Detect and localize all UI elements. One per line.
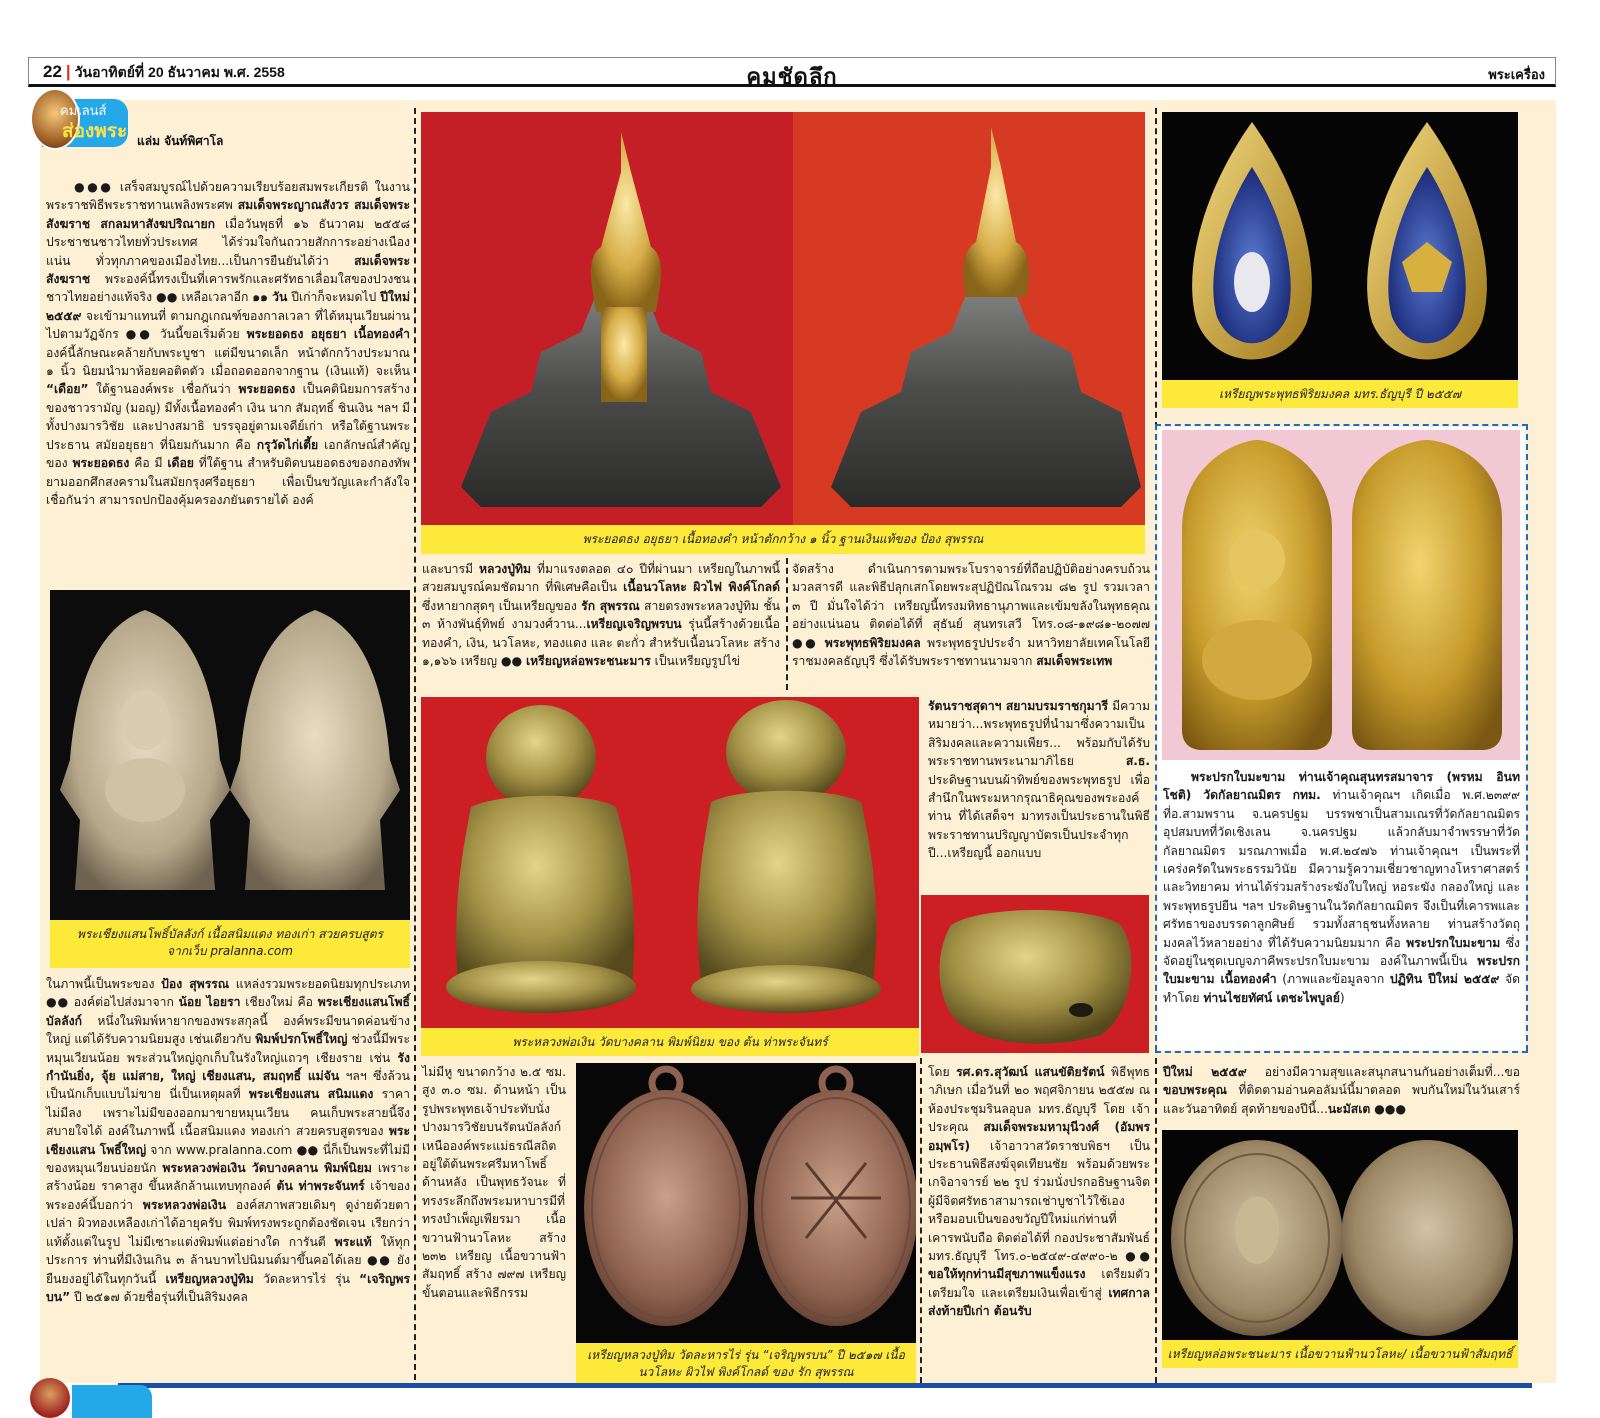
bold-text: ปีใหม่ ๒๕๕๙	[1163, 1065, 1247, 1079]
box-border-right	[1526, 424, 1528, 1051]
bold-text: นะมัสเต	[1327, 1101, 1371, 1116]
footer-rule	[118, 1383, 1532, 1388]
bold-text: ปฏิทิน ปีใหม่ ๒๕๕๙	[1389, 972, 1500, 987]
bold-text: พระเชียงแสน โพธิ์ใหญ่	[46, 1124, 410, 1157]
article-col1-bottom: ในภาพนี้เป็นพระของ ป้อง สุพรรณ แหล่งรวมพระยอดนิยมทุกประเภท ●● องค์ต่อไปส่งมาจาก น้อย ไอยรา เชียงใหม่ คือ พระเชียงแสนโพธิ์บัลลังก์ หนึ่งในพิมพ์หายากของพระสกุลนี้ องค์พระมีขนาดค่อนข้างใหญ่ แต่ได้รับความนิยมสูง เช่นเดียวกับ พิมพ์ปรกโพธิ์ใหญ่ ช่วงนี้มีพระหมุนเวียนน้อย พระส่วนใหญ่ถูกเก็บในรังใหญ่แถวๆ เชียงราย เช่น รังกำนันยิ่ง, จุ้ย แม่สาย, ใหญ่ เชียงแสน, สมฤทธิ์ แม่จัน ฯลฯ ซึ่งล้วนเป็นนักเก็บแบบไม่ขาย นี่เป็นเหตุผลที่ พระเชียงแสน สนิมแดง ราคาไม่มีลง เพราะไม่มีของออกมาขายหมุนเวียน คนเก็บพระสายนี้จึงสบายใจได้ องค์ในภาพนี้ เนื้อสนิมแดง ทองเก่า สวยครบสูตรของ พระเชียงแสน โพธิ์ใหญ่ จาก www.pralanna.com ●● นี่ก็เป็นพระที่ไม่มีของหมุนเวียนบ่อยนัก พระหลวงพ่อเงิน วัดบางคลาน พิมพ์นิยม เพราะสร้างน้อย ราคาสูง ขึ้นหลักล้านแทบทุกองค์ ต้น ท่าพระจันทร์ เจ้าของพระองค์นี้บอกว่า พระหลวงพ่อเงิน องค์สภาพสวยเดิมๆ ดูง่ายด้วยตาเปล่า ผิวทองเหลืองเก่าได้อายุครับ พิมพ์ทรงพระถูกต้องชัดเจน เรียกว่าแท้ตั้งแต่ในรูป ไม่มีเซาะแต่งพิมพ์แต่อย่างใด การันตี พระแท้ ให้ทุกประการ ท่านที่มีเงินเกิน ๓ ล้านบาทไปนิมนต์มาขึ้นคอได้เลย ●● ยังยืนยงอยู่ได้ในทุกวันนี้ เหรียญหลวงปู่ทิม วัดละหารไร่ รุ่น “เจริญพรบน” ปี ๒๕๑๗ ด้วยชื่อรุ่นที่เป็นสิริมงคล	[46, 977, 411, 1304]
bold-text: พระแท้	[334, 1234, 372, 1249]
bold-text: รังกำนันยิ่ง, จุ้ย แม่สาย, ใหญ่ เชียงแสน, สมฤทธิ์ แม่จัน	[46, 1050, 410, 1084]
bold-text: พระปรกใบมะขาม เนื้อทองคำ	[1163, 954, 1520, 987]
bold-text: ขอบพระคุณ	[1163, 1083, 1227, 1098]
bold-text: เหรียญหลวงปู่ทิม	[165, 1271, 254, 1286]
bold-text: สมเด็จพระเทพ	[1036, 654, 1113, 669]
bold-text: ป้อง สุพรรณ	[161, 977, 230, 991]
separator: |	[65, 62, 71, 81]
bold-text: รัก สุพรรณ	[581, 598, 640, 613]
column-rule	[414, 108, 416, 1380]
bold-text: พระปรกใบมะขาม ท่านเจ้าคุณสุนทรสมาจาร (พรหม อินทโชติ) วัดกัลยาณมิตร กทม.	[1163, 770, 1520, 803]
box-border-bottom	[1155, 1051, 1528, 1053]
amulet-luangpoengern-icon	[421, 697, 919, 1028]
amulet-yodthong-icon	[421, 112, 1145, 525]
amulet-oval-icon	[921, 895, 1149, 1053]
bold-text: “เจริญพรบน”	[46, 1271, 410, 1304]
amulet-pendant-icon	[1162, 112, 1518, 380]
section-name: พระเครื่อง	[1488, 67, 1545, 82]
caption-chiangsaen: พระเชียงแสนโพธิ์บัลลังก์ เนื้อสนิมแดง ทองเก่า สวยครบสูตร จากเว็บ pralanna.com	[50, 920, 410, 968]
amulet-prokbaimakham-icon	[1162, 430, 1520, 760]
bold-text: สมเด็จพระมหามุนีวงศ์ (อัมพร อมฺพโร)	[928, 1120, 1150, 1153]
bold-text: สมเด็จพระสังฆราช	[46, 253, 410, 287]
caption-chanamarn: เหรียญหล่อพระชนะมาร เนื้อขวานฟ้านวโลหะ/ เนื้อขวานฟ้าสัมฤทธิ์	[1162, 1340, 1518, 1368]
bold-text: ต้น ท่าพระจันทร์	[276, 1179, 365, 1194]
photo-prokbaimakham	[1162, 430, 1520, 760]
caption-yodthong: พระยอดธง อยุธยา เนื้อทองคำ หน้าตักกว้าง ๑ นิ้ว ฐานเงินแท้ของ ป้อง สุพรรณ	[421, 525, 1145, 554]
bold-text: พระเชียงแสน สนิมแดง	[248, 1087, 374, 1102]
bold-text: เทศกาลส่งท้ายปีเก่า ต้อนรับ	[928, 1285, 1150, 1319]
photo-luangpoengern	[421, 697, 919, 1028]
column-rule	[1155, 1058, 1157, 1383]
column-rule	[786, 558, 788, 690]
article-col3-mid: จัดสร้าง ดำเนินการตามพระโบราจารย์ที่ถือปฏิบัติอย่างครบถ้วน มวลสารดี และพิธีปลุกเสกโดยพระสุปฏิปัณโณรวม ๘๒ รูป รวมเวลา ๓ ปี มั่นใจได้ว่า เหรียญนี้ทรงมหิทธานุภาพและเข้มขลังในพุทธคุณอย่างแน่นอน ติดต่อได้ที่ สุธันย์ สุนทรเสวี โทร.๐๘-๑๙๘๑-๒๐๗๗ ●● พระพุทธพิริยมงคล พระพุทธรูปประจำ มหาวิทยาลัยเทคโนโลยีราชมงคลธัญบุรี ซึ่งได้รับพระราชทานนามจาก สมเด็จพระเทพ	[792, 562, 1150, 669]
bold-text: พระหลวงพ่อเงิน	[142, 1197, 227, 1212]
newspaper-title: คมชัดลึก	[746, 64, 838, 89]
column-rule	[920, 1058, 922, 1383]
next-column-logo-icon	[30, 1378, 70, 1418]
caption-luangpoengern: พระหลวงพ่อเงิน วัดบางคลาน พิมพ์นิยม ของ ต้น ท่าพระจันทร์	[421, 1028, 919, 1056]
next-column-tab	[72, 1385, 152, 1418]
bold-text: เนื้อนวโลหะ ผิวไฟ พิงค์โกลด์	[623, 580, 780, 595]
bold-text: พระหลวงพ่อเงิน วัดบางคลาน พิมพ์นิยม	[162, 1161, 372, 1176]
issue-date: วันอาทิตย์ที่ 20 ธันวาคม พ.ศ. 2558	[74, 64, 285, 80]
photo-yodthong	[421, 112, 1145, 525]
bold-text: พระพุทธพิริยมงคล	[824, 635, 921, 650]
column-logo-title: ส่องพระ	[62, 121, 128, 142]
photo-chiangsaen	[50, 590, 410, 920]
article-col3-bottom: โดย รศ.ดร.สุวัฒน์ แสนขัติยรัตน์ พิธีพุทธาภิเษก เมื่อวันที่ ๒๐ พฤศจิกายน ๒๕๕๗ ณ ห้องประชุมรินลอุบล มทร.ธัญบุรี โดย เจ้าประคุณ สมเด็จพระมหามุนีวงศ์ (อัมพร อมฺพโร) เจ้าอาวาสวัดราชบพิธฯ เป็นประธานพิธีสงฆ์จุดเทียนชัย พร้อมด้วยพระเกจิอาจารย์ ๒๒ รูป ร่วมนั่งปรกอธิษฐานจิต ผู้มีจิตศรัทธาสามารถเช่าบูชาไว้ใช้เอง หรือมอบเป็นของขวัญปีใหม่แก่ท่านที่เคารพนับถือ ติดต่อได้ที่ กองประชาสัมพันธ์ มทร.ธัญบุรี โทร.๐-๒๕๔๙-๔๙๙๐-๒ ●● ขอให้ทุกท่านมีสุขภาพแข็งแรง เตรียมตัว เตรียมใจ และเตรียมเงินเพื่อเข้าสู่ เทศกาลส่งท้ายปีเก่า ต้อนรับ	[928, 1065, 1150, 1319]
article-col2-mid: และบารมี หลวงปู่ทิม ที่มาแรงตลอด ๔๐ ปีที่ผ่านมา เหรียญในภาพนี้สวยสมบูรณ์คมชัดมาก ที่พิเศษคือเป็น เนื้อนวโลหะ ผิวไฟ พิงค์โกลด์ ซึ่งหายากสุดๆ เป็นเหรียญของ รัก สุพรรณ สายตรงพระหลวงปู่ทิม ชั้น ๓ ห้างพันธุ์ทิพย์ งามวงศ์วาน...เหรียญเจริญพรบน รุ่นนี้สร้างด้วยเนื้อทองคำ, เงิน, นวโลหะ, ทองแดง และ ตะกั่ว สำหรับเนื้อนวโลหะ สร้าง ๑,๑๖๖ เหรียญ ●● เหรียญหล่อพระชนะมาร เป็นเหรียญรูปไข่	[422, 562, 781, 669]
bold-text: ๑๑ วัน	[252, 290, 288, 305]
photo-piriyamongkol	[1162, 112, 1518, 380]
bold-text: เหรียญเจริญพรบน	[586, 617, 682, 632]
bold-text: พระเชียงแสนโพธิ์บัลลังก์	[46, 995, 410, 1028]
bold-text: “เดือย”	[46, 382, 89, 397]
bold-text: ปีใหม่ ๒๕๕๙	[46, 290, 410, 323]
page-number: 22	[43, 62, 62, 81]
amulet-luangputim-coin-icon	[576, 1063, 916, 1343]
article-col3-narrow: รัตนราชสุดาฯ สยามบรมราชกุมารี มีความหมายว่า...พระพุทธรูปที่นำมาซึ่งความเป็นสิริมงคลและความเพียร... พร้อมกับได้รับพระราชทานพระนามาภิไธย ส.ธ. ประดิษฐานบนผ้าทิพย์ของพระพุทธรูป เพื่อสำนึกในพระมหากรุณาธิคุณของพระองค์ท่าน ที่ได้เสด็จฯ มาทรงเป็นประธานในพิธีพระราชทานปริญญาบัตรเป็นประจำทุกปี...เหรียญนี้ ออกแบบ	[928, 699, 1150, 861]
bold-text: ส.ธ.	[1125, 754, 1150, 769]
photo-chanamarn-side	[921, 895, 1149, 1053]
caption-luangputim: เหรียญหลวงปู่ทิม วัดละหารไร่ รุ่น “เจริญพรบน” ปี ๒๕๑๗ เนื้อ นวโลหะ ผิวไฟ พิงค์โกลด์ ของ รัก สุพรรณ	[576, 1343, 916, 1387]
box-border-left	[1155, 424, 1157, 1051]
bold-text: เหรียญหล่อพระชนะมาร	[525, 654, 651, 669]
bold-text: สมเด็จพระญาณสังวร สมเด็จพระสังฆราช สกลมหาสังฆปริณายก	[46, 198, 410, 231]
caption-piriyamongkol: เหรียญพระพุทธพิริยมงคล มทร.ธัญบุรี ปี ๒๕๕๗	[1162, 380, 1518, 408]
column-logo-top: คมเลนส์	[60, 103, 107, 118]
box-border-top	[1155, 424, 1528, 426]
bold-text: พระยอดธง	[72, 456, 130, 471]
photo-chanamarn	[1162, 1130, 1518, 1340]
bold-text: พิมพ์ปรกโพธิ์ใหญ่	[255, 1032, 348, 1047]
photo-luangputim	[576, 1063, 916, 1343]
bold-text: ขอให้ทุกท่านมีสุขภาพแข็งแรง	[928, 1267, 1086, 1282]
bold-text: พระยอดธง	[238, 382, 296, 397]
amulet-chanamarn-coin-icon	[1162, 1130, 1518, 1340]
bold-text: รัตนราชสุดาฯ สยามบรมราชกุมารี	[928, 699, 1109, 713]
author-byline: แล่ม จันท์พิศาโล	[137, 134, 224, 148]
bold-text: พระยอดธง อยุธยา เนื้อทองคำ	[246, 327, 410, 342]
article-col4-box: พระปรกใบมะขาม ท่านเจ้าคุณสุนทรสมาจาร (พรหม อินทโชติ) วัดกัลยาณมิตร กทม. ท่านเจ้าคุณฯ เกิดเมื่อ พ.ศ.๒๓๙๙ ที่อ.สามพราน จ.นครปฐม บรรพชาเป็นสามเณรที่วัดกัลยาณมิตร อุปสมบทที่วัดเชิงเลน จ.นครปฐม แล้วกลับมาจำพรรษาที่วัดกัลยาณมิตร มรณภาพเมื่อ พ.ศ.๒๔๗๖ ท่านเจ้าคุณฯ เป็นพระที่เคร่งครัดในพระธรรมวินัย มีความรู้ความเชี่ยวชาญทางโหราศาสตร์ และวิทยาคม ท่านได้ร่วมสร้างระฆังใบใหญ่ หอระฆัง กลองใหญ่ และพระพุทธรูปยืน ฯลฯ ประดิษฐานในวัดกัลยาณมิตร จึงเป็นที่เคารพและศรัทธาของบรรดาลูกศิษย์ รวมทั้งสาธุชนทั้งหลาย ท่านสร้างวัตถุมงคลไว้หลายอย่าง ที่ได้รับความนิยมมาก คือ พระปรกใบมะขาม ซึ่งจัดอยู่ในชุดเบญจภาคีพระปรกใบมะขาม องค์ในภาพนี้เป็น พระปรกใบมะขาม เนื้อทองคำ (ภาพและข้อมูลจาก ปฏิทิน ปีใหม่ ๒๕๕๙ จัดทำโดย ท่านไชยทัศน์ เตชะไพบูลย์)	[1163, 770, 1521, 1005]
bold-text: รศ.ดร.สุวัฒน์ แสนขัติยรัตน์	[956, 1065, 1105, 1079]
column-rule	[1155, 108, 1157, 428]
masthead	[28, 57, 1556, 87]
bold-text: เดือย	[167, 456, 194, 471]
bold-text: พระปรกใบมะขาม	[1406, 935, 1501, 950]
article-col2-bottom: ไม่มีหู ขนาดกว้าง ๒.๕ ซม. สูง ๓.๐ ซม. ด้านหน้า เป็นรูปพระพุทธเจ้าประทับนั่งปางมารวิชัยบนรัตนบัลลังก์ เหนือองค์พระแม่ธรณีสถิตอยู่ใต้ต้นพระศรีมหาโพธิ์ ด้านหลัง เป็นพุทธวัจนะ ที่ทรงระลึกถึงพระมหาบารมีที่ทรงบำเพ็ญเพียรมา เนื้อขวานฟ้านวโลหะ สร้าง ๒๓๒ เหรียญ เนื้อขวานฟ้าสัมฤทธิ์ สร้าง ๗๙๗ เหรียญ ขั้นตอนและพิธีกรรม	[422, 1065, 566, 1300]
bold-text: หลวงปู่ทิม	[478, 562, 532, 576]
amulet-chiangsaen-icon	[50, 590, 410, 920]
bold-text: กรุวัดไก่เตี้ย	[256, 437, 319, 452]
bold-text: ท่านไชยทัศน์ เตชะไพบูลย์	[1203, 990, 1340, 1005]
article-col1-top: ●●● เสร็จสมบูรณ์ไปด้วยความเรียบร้อยสมพระเกียรติ ในงานพระราชพิธีพระราชทานเพลิงพระศพ สมเด็จพระญาณสังวร สมเด็จพระสังฆราช สกลมหาสังฆปริณายก เมื่อวันพุธที่ ๑๖ ธันวาคม ๒๕๕๘ ประชาชนชาวไทยทั่วประเทศ ได้ร่วมใจกันถวายสักการะอย่างเนืองแน่น ทั่วทุกภาคของเมืองไทย...เป็นการยืนยันได้ว่า สมเด็จพระสังฆราช พระองค์นี้ทรงเป็นที่เคารพรักและศรัทธาเลื่อมใสของปวงชนชาวไทยอย่างแท้จริง ●● เหลือเวลาอีก ๑๑ วัน ปีเก่าก็จะหมดไป ปีใหม่ ๒๕๕๙ จะเข้ามาแทนที่ ตามกฎเกณฑ์ของกาลเวลา ที่ได้หมุนเวียนผ่านไปตามวัฏจักร ●● วันนี้ขอเริ่มด้วย พระยอดธง อยุธยา เนื้อทองคำ องค์นี้ลักษณะคล้ายกับพระบูชา แต่มีขนาดเล็ก หน้าตักกว้างประมาณ ๑ นิ้ว นิยมนำมาห้อยคอติดตัว เมื่อถอดออกจากฐาน (เงินแท้) จะเห็น “เดือย” ใต้ฐานองค์พระ เชื่อกันว่า พระยอดธง เป็นคตินิยมการสร้างของชาวรามัญ (มอญ) มีทั้งเนื้อทองคำ เงิน นาก สัมฤทธิ์ ชินเงิน ฯลฯ มีทั้งปางมารวิชัย และปางสมาธิ บรรจุอยู่ตามเจดีย์เก่า หรือใต้ฐานพระประธาน สมัยอยุธยา ที่นิยมกันมาก คือ กรุวัดไก่เตี้ย เอกลักษณ์สำคัญของ พระยอดธง คือ มี เดือย ที่ใต้ฐาน สำหรับติดบนยอดธงของกองทัพ ยามออกศึกสงครามในสมัยกรุงศรีอยุธยา เพื่อเป็นขวัญและกำลังใจ เชื่อกันว่า สามารถปกป้องคุ้มครองภยันตรายได้ องค์	[46, 180, 410, 507]
bold-text: น้อย ไอยรา	[178, 995, 241, 1010]
article-col4-bottom: ปีใหม่ ๒๕๕๙ อย่างมีความสุขและสนุกสนานกันอย่างเต็มที่...ขอขอบพระคุณ ที่ติดตามอ่านคอลัมน์นี้มาตลอด พบกันใหม่ในวันเสาร์และวันอาทิตย์ สุดท้ายของปีนี้...นะมัสเต ●●●	[1163, 1065, 1520, 1116]
